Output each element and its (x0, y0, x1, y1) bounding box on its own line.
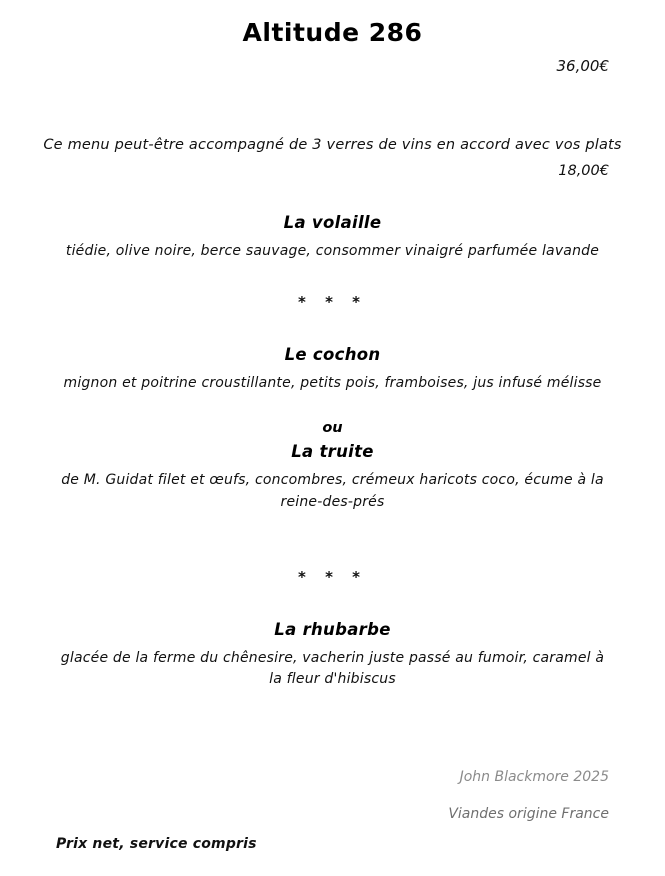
course-description: de M. Guidat filet et œufs, concombres, crémeux haricots coco, écume à la reine-des-prés (61, 472, 604, 511)
wine-pairing-price: 18,00€ (558, 163, 609, 179)
wine-pairing-note: Ce menu peut-être accompagné de 3 verres de vins en accord avec vos plats (43, 137, 622, 153)
section-separator: * * * (298, 567, 367, 586)
course-cochon (0, 345, 665, 395)
course-description: tiédie, olive noire, berce sauvage, consommer vinaigré parfumée lavande (65, 243, 600, 259)
menu-page (0, 18, 665, 876)
course-name: La truite (291, 442, 374, 462)
course-name: Le cochon (284, 344, 381, 364)
course-description: glacée de la ferme du chênesire, vacherin juste passé au fumoir, caramel à la fleur d'hibiscus (60, 649, 605, 688)
course-name: La volaille (283, 213, 382, 232)
course-volaille (0, 213, 665, 263)
course-truite (0, 442, 665, 513)
footer-credits (448, 770, 609, 822)
meat-origin-note: Viandes origine France (448, 805, 609, 822)
author-credit: John Blackmore 2025 (459, 769, 609, 786)
page-title: Altitude 286 (242, 18, 423, 47)
section-separator: * * * (298, 292, 367, 311)
net-price-note: Prix net, service compris (56, 836, 257, 852)
menu-price: 36,00€ (556, 57, 609, 75)
course-rhubarbe (0, 620, 665, 691)
course-description: mignon et poitrine croustillante, petits pois, framboises, jus infusé mélisse (63, 374, 602, 391)
course-name: La rhubarbe (274, 619, 391, 639)
alternative-label: ou (322, 420, 343, 437)
